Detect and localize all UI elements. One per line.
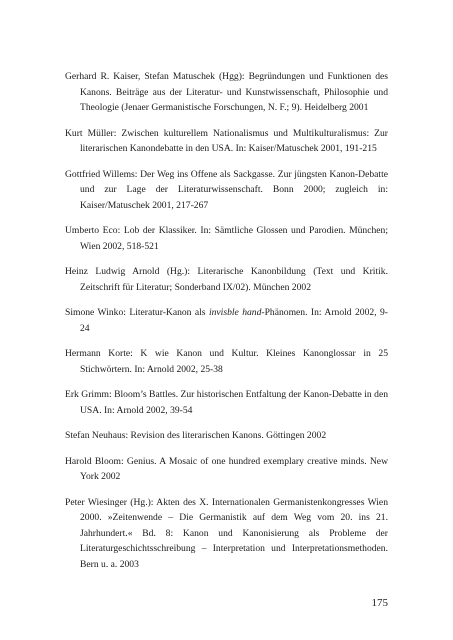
reference-text: Erk Grimm: Bloom’s Battles. Zur historischen Entfaltung der Kanon-Debatte in den USA. In: Arnold 2002, 39-54 — [65, 389, 388, 416]
reference-text: Umberto Eco: Lob der Klassiker. In: Sämtliche Glossen und Parodien. München; Wien 2002, 518-521 — [65, 225, 388, 252]
reference-entry-wiesinger — [65, 495, 388, 573]
reference-entry-arnold — [65, 264, 388, 295]
reference-list — [65, 69, 388, 582]
reference-entry-winko — [65, 305, 388, 336]
reference-text: Hermann Korte: K wie Kanon und Kultur. Kleines Kanonglossar in 25 Stichwörtern. In: Arnold 2002, 25-38 — [65, 348, 388, 375]
reference-text: Stefan Neuhaus: Revision des literarischen Kanons. Göttingen 2002 — [65, 430, 327, 441]
reference-entry-neuhaus — [65, 428, 388, 444]
page-number: 175 — [371, 597, 388, 609]
reference-entry-bloom — [65, 454, 388, 485]
reference-text: Harold Bloom: Genius. A Mosaic of one hundred exemplary creative minds. New York 2002 — [65, 455, 388, 482]
reference-text: Kurt Müller: Zwischen kulturellem Nationalismus und Multikulturalismus: Zur literarischen Kanondebatte in den USA. In: Kaiser/Matuschek 2001, 191-215 — [65, 127, 388, 154]
reference-text-before: Simone Winko: Literatur-Kanon als — [65, 307, 209, 318]
reference-text-after: -Phänomen. In: Arnold 2002, 9-24 — [80, 307, 388, 334]
reference-text: Gottfried Willems: Der Weg ins Offene als Sackgasse. Zur jüngsten Kanon-Debatte und zur Lage der Literaturwissenschaft. Bonn 2000; zugleich in: Kaiser/Matuschek 2001, 217-267 — [65, 168, 388, 211]
reference-entry-willems — [65, 167, 388, 214]
reference-text: Peter Wiesinger (Hg.): Akten des X. Internationalen Germanistenkongresses Wien 2000. »Zeitenwende – Die Germanistik auf dem Weg vom 20. ins 21. Jahrhundert.« Bd. 8: Kanon und Kanonisierung als Probleme der Literaturgeschichtsschreibung – Interpretation und Interpretationsmethoden. Bern u. a. 2003 — [65, 496, 388, 570]
reference-entry-kaiser-matuschek — [65, 69, 388, 116]
reference-italic-term: invisble hand — [208, 307, 262, 318]
reference-entry-korte — [65, 346, 388, 377]
reference-text: Gerhard R. Kaiser, Stefan Matuschek (Hgg): Begründungen und Funktionen des Kanons. Beiträge aus der Literatur- und Kunstwissenschaft, Philosophie und Theologie (Jenaer Germanistische Forschungen, N. F.; 9). Heidelberg 2001 — [65, 71, 388, 113]
reference-entry-mueller — [65, 126, 388, 157]
reference-entry-eco — [65, 223, 388, 254]
reference-entry-grimm — [65, 387, 388, 418]
reference-text: Heinz Ludwig Arnold (Hg.): Literarische Kanonbildung (Text und Kritik. Zeitschrift für Literatur; Sonderband IX/02). München 2002 — [65, 266, 388, 293]
